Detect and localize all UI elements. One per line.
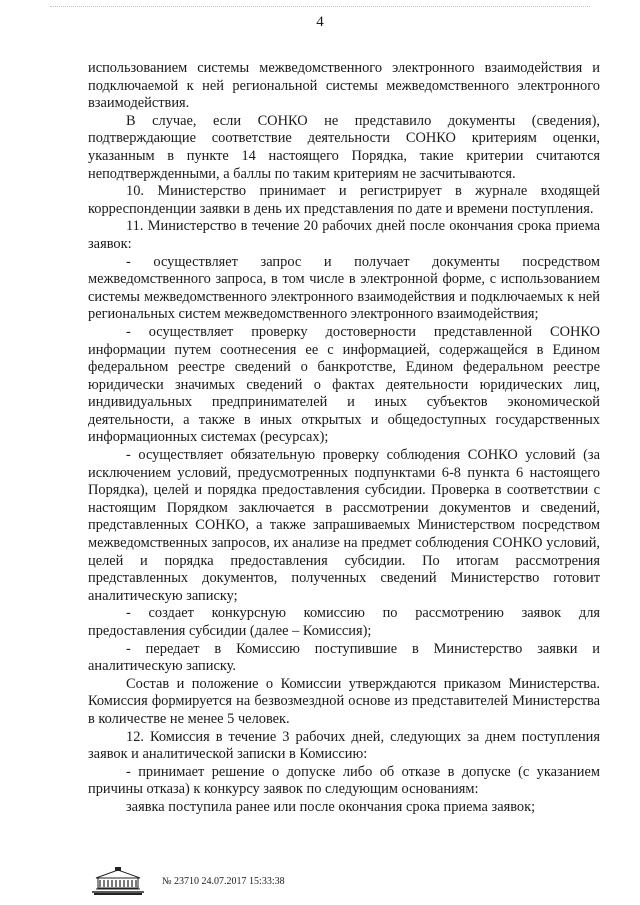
paragraph: 11. Министерство в течение 20 рабочих дней после окончания срока приема заявок: bbox=[88, 218, 600, 252]
paragraph: 10. Министерство принимает и регистрирует в журнале входящей корреспонденции заявки в день их представления по дате и времени поступления. bbox=[88, 183, 600, 217]
list-item: - передает в Комиссию поступившие в Министерство заявки и аналитическую записку. bbox=[88, 640, 600, 675]
registration-reference: № 23710 24.07.2017 15:33:38 bbox=[162, 875, 285, 887]
page-number: 4 bbox=[316, 14, 324, 30]
list-item: - осуществляет проверку достоверности представленной СОНКО информации путем соотнесения ее с информацией, содержащейся в Едином федеральном реестре сведений о банкротстве, Едином федеральном реестре юридически значимых сведений о фактах деятельности юридических лиц, индивидуальных предпринимателей и иных субъектов экономической деятельности, а также в иных открытых и общедоступных государственных информационных системах (ресурсах); bbox=[88, 323, 600, 446]
list-item: - осуществляет обязательную проверку соблюдения СОНКО условий (за исключением условий, предусмотренных подпунктами 6-8 пункта 6 настоящего Порядка), целей и порядка предоставления субсидии. Проверка в соответствии с настоящим Порядком заключается в рассмотрении документов и сведений, представленных СОНКО, а также запрашиваемых Министерством посредством межведомственных запросов, их анализе на предмет соблюдения СОНКО условий, целей и порядка предоставления субсидии. По итогам рассмотрения представленных документов, полученных сведений Министерство готовит аналитическую записку; bbox=[88, 447, 600, 604]
scan-border-artifact bbox=[50, 6, 590, 13]
building-logo-icon bbox=[88, 866, 148, 896]
list-item: - осуществляет запрос и получает документы посредством межведомственного запроса, в том числе в электронной форме, с использованием системы межведомственного электронного взаимодействия и подключаемых к ней региональных систем межведомственного электронного взаимодействия; bbox=[88, 253, 600, 323]
paragraph: заявка поступила ранее или после окончания срока приема заявок; bbox=[126, 798, 536, 815]
paragraph: использованием системы межведомственного электронного взаимодействия и подключаемой к ней региональной системы межведомственного электронного взаимодействия. bbox=[88, 60, 600, 112]
paragraph: Состав и положение о Комиссии утверждаются приказом Министерства. Комиссия формируется на безвозмездной основе из представителей Министерства в количестве не менее 5 человек. bbox=[88, 675, 600, 727]
paragraph: 12. Комиссия в течение 3 рабочих дней, следующих за днем поступления заявок и аналитической записки в Комиссию: bbox=[88, 728, 600, 763]
paragraph: В случае, если СОНКО не представило документы (сведения), подтверждающие соответствие деятельности СОНКО критериям оценки, указанным в пункте 14 настоящего Порядка, такие критерии считаются неподтвержденными, а баллы по таким критериям не засчитываются. bbox=[88, 112, 600, 182]
list-item: - принимает решение о допуске либо об отказе в допуске (с указанием причины отказа) к конкурсу заявок по следующим основаниям: bbox=[88, 763, 600, 798]
footer-stamp bbox=[88, 866, 388, 896]
list-item: - создает конкурсную комиссию по рассмотрению заявок для предоставления субсидии (далее – Комиссия); bbox=[88, 605, 600, 639]
document-body bbox=[88, 60, 600, 817]
